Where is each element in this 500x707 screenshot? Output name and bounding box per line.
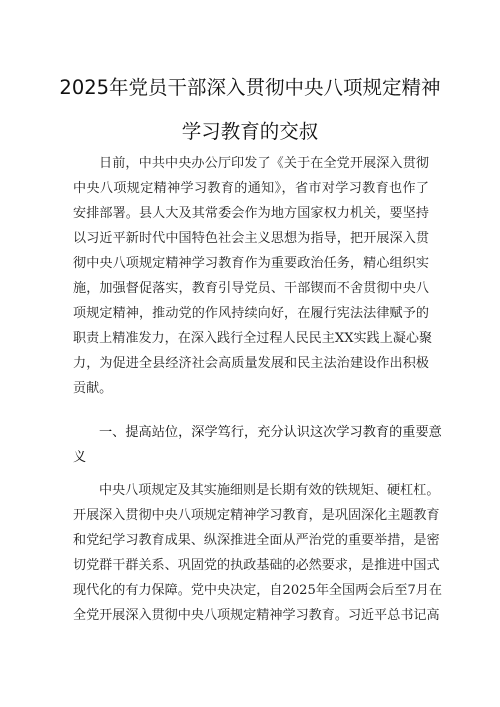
- paragraph-line: 和党纪学习教育成果、纵深推进全面从严治党的重要举措，是密: [73, 533, 440, 548]
- paragraph-section-1: [73, 478, 442, 628]
- paragraph-line: 中央八项规定及其实施细则是长期有效的铁规矩、硬杠杠。: [99, 483, 440, 498]
- paragraph-line: 施，加强督促落实，教育引导党员、干部锲而不舍贯彻中央八: [73, 281, 429, 296]
- paragraph-line: 力，为促进全县经济社会高质量发展和民主法治建设作出积极: [73, 356, 429, 371]
- document-title-line-1: 2025年党员干部深入贯彻中央八项规定精神: [59, 76, 441, 99]
- paragraph-line: 职责上精准发力，在深入践行全过程人民民主XX实践上凝心聚: [73, 331, 433, 346]
- paragraph-line: 安排部署。县人大及其常委会作为地方国家权力机关，要坚持: [73, 206, 429, 221]
- paragraph-line: 日前，中共中央办公厅印发了《关于在全党开展深入贯彻: [99, 156, 429, 171]
- paragraph-line: 切党群干群关系、巩固党的执政基础的必然要求，是推进中国式: [73, 558, 440, 573]
- heading-line: 义: [73, 450, 87, 465]
- paragraph-line: 开展深入贯彻中央八项规定精神学习教育，是巩固深化主题教育: [73, 508, 440, 523]
- document-title-line-2: 学习教育的交叔: [181, 120, 319, 143]
- paragraph-line: 现代化的有力保障。党中央决定，自2025年全国两会后至7月在: [73, 583, 442, 598]
- paragraph-line: 全党开展深入贯彻中央八项规定精神学习教育。习近平总书记高: [73, 608, 440, 623]
- heading-line: 一、提高站位，深学笃行，充分认识这次学习教育的重要意: [99, 425, 442, 440]
- paragraph-intro: [73, 151, 433, 401]
- section-heading-1: [73, 420, 442, 470]
- paragraph-line: 贡献。: [73, 381, 113, 396]
- paragraph-line: 中央八项规定精神学习教育的通知》，省市对学习教育也作了: [73, 181, 429, 196]
- paragraph-line: 彻中央八项规定精神学习教育作为重要政治任务，精心组织实: [73, 256, 429, 271]
- paragraph-line: 项规定精神，推动党的作风持续向好，在履行宪法法律赋予的: [73, 306, 429, 321]
- paragraph-line: 以习近平新时代中国特色社会主义思想为指导，把开展深入贯: [73, 231, 429, 246]
